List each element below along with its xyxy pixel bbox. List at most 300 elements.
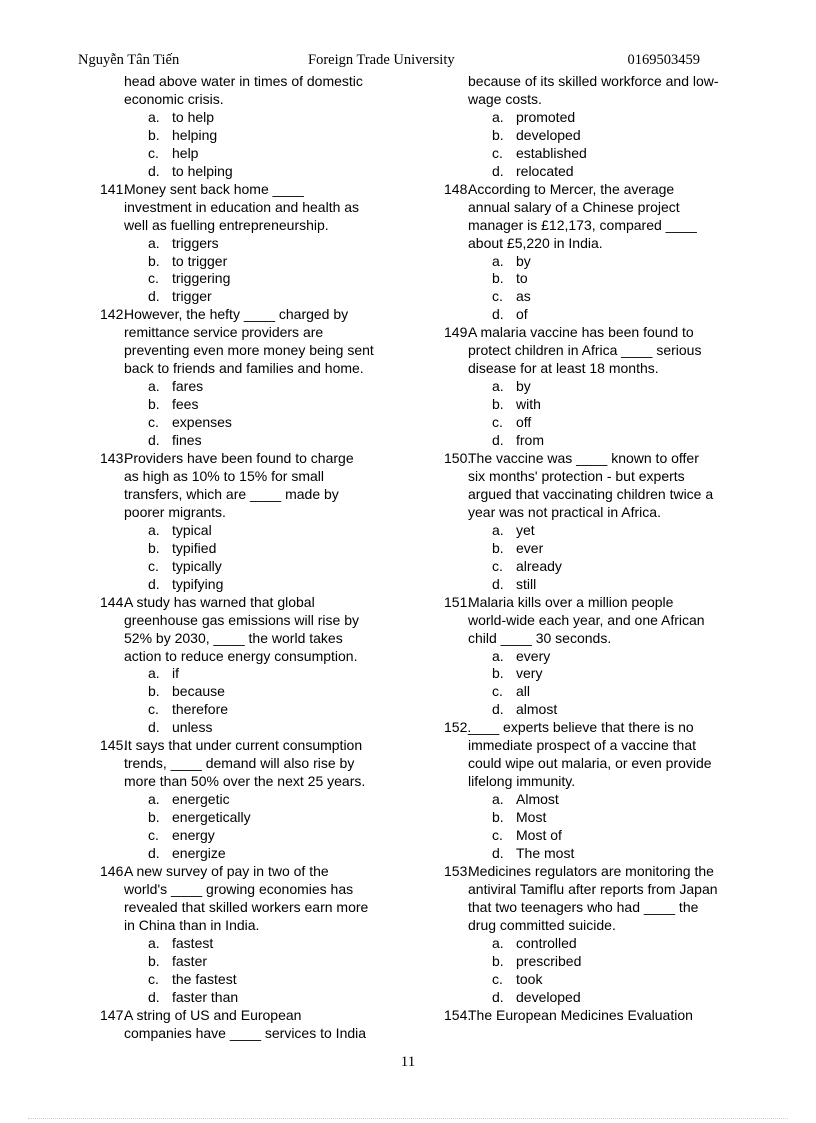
answer-option (444, 935, 804, 953)
question-text: world's ____ growing economies has (124, 880, 354, 897)
option-letter: b. (492, 270, 504, 287)
question-text: poorer migrants. (124, 503, 226, 520)
question-text-line (444, 773, 804, 791)
question-text-line (100, 863, 460, 881)
question (100, 306, 460, 450)
question-text: investment in education and health as (124, 198, 360, 215)
answer-option (100, 235, 460, 253)
question-text-line (444, 899, 804, 917)
question-text: However, the hefty ____ charged by (124, 306, 349, 323)
answer-option (100, 971, 460, 989)
question-text: A string of US and European (124, 1006, 302, 1023)
question (100, 594, 460, 738)
answer-option (100, 522, 460, 540)
answer-option (444, 648, 804, 666)
option-letter: d. (148, 162, 160, 179)
question-text: action to reduce energy consumption. (124, 647, 358, 664)
option-text: Most (516, 809, 547, 826)
left-column (100, 73, 460, 1042)
question-text: protect children in Africa ____ serious (468, 342, 702, 359)
question-text: A malaria vaccine has been found to (468, 324, 694, 341)
option-text: unless (172, 719, 213, 736)
option-text: already (516, 557, 562, 574)
question (444, 181, 804, 325)
answer-option (100, 989, 460, 1007)
option-letter: b. (492, 809, 504, 826)
question-number: 150. (444, 450, 472, 467)
answer-option (444, 522, 804, 540)
option-letter: a. (492, 791, 504, 808)
answer-option (444, 378, 804, 396)
option-text: to (516, 270, 528, 287)
question-text-line (100, 612, 460, 630)
question-text: revealed that skilled workers earn more (124, 898, 369, 915)
question-text: Malaria kills over a million people (468, 593, 674, 610)
option-text: by (516, 378, 531, 395)
answer-option (444, 683, 804, 701)
option-letter: d. (148, 719, 160, 736)
page-number: 11 (400, 1054, 416, 1070)
question-text-line (444, 917, 804, 935)
question-text-line (100, 917, 460, 935)
question-text-line (444, 863, 804, 881)
option-text: typifying (172, 575, 224, 592)
option-letter: d. (492, 306, 504, 323)
option-letter: c. (148, 414, 159, 431)
answer-option (444, 701, 804, 719)
option-letter: c. (148, 701, 159, 718)
question-text: companies have ____ services to India (124, 1024, 367, 1041)
option-letter: c. (148, 827, 159, 844)
page-header (78, 52, 700, 72)
right-column (444, 73, 804, 1025)
question-text: transfers, which are ____ made by (124, 485, 339, 502)
answer-option (444, 288, 804, 306)
option-text: developed (516, 126, 581, 143)
option-text: faster than (172, 988, 239, 1005)
question-text-line (100, 360, 460, 378)
question-text: According to Mercer, the average (468, 180, 675, 197)
question-text-line (444, 468, 804, 486)
option-letter: d. (492, 701, 504, 718)
question-text-line (100, 217, 460, 235)
option-text: fines (172, 432, 202, 449)
question-text-line (100, 1025, 460, 1043)
option-text: faster (172, 952, 208, 969)
answer-option (444, 306, 804, 324)
question-text-line (444, 181, 804, 199)
option-text: by (516, 252, 531, 269)
option-letter: c. (148, 970, 159, 987)
question-number: 148. (444, 180, 472, 197)
option-letter: d. (492, 162, 504, 179)
question-text: Money sent back home ____ (124, 180, 304, 197)
option-letter: a. (148, 378, 160, 395)
option-letter: a. (492, 521, 504, 538)
option-text: energize (172, 844, 226, 861)
option-text: energy (172, 827, 215, 844)
question-text: antiviral Tamiflu after reports from Japan (468, 880, 718, 897)
question-text-line: wage costs. (468, 90, 542, 107)
option-letter: b. (148, 683, 160, 700)
question-text-line (100, 324, 460, 342)
option-text: as (516, 288, 531, 305)
option-letter: c. (148, 270, 159, 287)
option-letter: a. (492, 252, 504, 269)
option-letter: d. (492, 844, 504, 861)
question-text-line (444, 235, 804, 253)
option-letter: b. (148, 252, 160, 269)
option-letter: a. (148, 934, 160, 951)
question-text-line: because of its skilled workforce and low- (468, 73, 719, 89)
answer-option (444, 845, 804, 863)
question (444, 324, 804, 450)
option-text: to help (172, 108, 215, 125)
option-letter: a. (148, 665, 160, 682)
answer-option (444, 414, 804, 432)
answer-option (444, 791, 804, 809)
option-letter: a. (492, 108, 504, 125)
answer-option (100, 127, 460, 145)
option-letter: a. (148, 521, 160, 538)
option-text: energetically (172, 809, 251, 826)
answer-option (444, 665, 804, 683)
answer-option (100, 935, 460, 953)
option-text: Most of (516, 827, 562, 844)
option-letter: b. (148, 396, 160, 413)
question-text: immediate prospect of a vaccine that (468, 737, 697, 754)
question-text-line (444, 360, 804, 378)
question-text-line (100, 1007, 460, 1025)
option-text: very (516, 665, 543, 682)
question-text: year was not practical in Africa. (468, 503, 661, 520)
answer-option (444, 558, 804, 576)
question-text: argued that vaccinating children twice a (468, 485, 714, 502)
question-number: 143. (100, 450, 128, 467)
option-letter: c. (492, 970, 503, 987)
option-letter: b. (492, 539, 504, 556)
question (444, 594, 804, 720)
answer-option (100, 576, 460, 594)
option-letter: c. (492, 414, 503, 431)
question-number: 151. (444, 593, 472, 610)
option-text: typically (172, 557, 222, 574)
option-letter: d. (148, 844, 160, 861)
option-letter: d. (148, 988, 160, 1005)
question-text-line (444, 217, 804, 235)
question-text: greenhouse gas emissions will rise by (124, 611, 359, 628)
option-letter: d. (148, 288, 160, 305)
continued-question (444, 73, 804, 181)
page-bottom-rule (28, 1118, 788, 1119)
question-text-line (444, 324, 804, 342)
question-text-line (100, 773, 460, 791)
option-text: off (516, 414, 532, 431)
answer-option (444, 253, 804, 271)
header-university: Foreign Trade University (308, 52, 455, 68)
question-text: Medicines regulators are monitoring the (468, 862, 714, 879)
question-text-line (100, 199, 460, 217)
question-text: Providers have been found to charge (124, 450, 354, 467)
question-text-line (444, 450, 804, 468)
option-text: therefore (172, 701, 229, 718)
question (100, 1007, 460, 1043)
question-text-line (100, 468, 460, 486)
option-letter: b. (492, 952, 504, 969)
question-text-line (100, 504, 460, 522)
option-letter: c. (492, 827, 503, 844)
question-text: could wipe out malaria, or even provide (468, 755, 712, 772)
question-text: about £5,220 in India. (468, 234, 603, 251)
question-text: trends, ____ demand will also rise by (124, 755, 355, 772)
header-phone: 0169503459 (627, 52, 700, 68)
question-text-line (444, 486, 804, 504)
answer-option (100, 253, 460, 271)
answer-option (444, 989, 804, 1007)
answer-option (444, 163, 804, 181)
answer-option (100, 809, 460, 827)
question-text: more than 50% over the next 25 years. (124, 773, 366, 790)
question-text-line (444, 755, 804, 773)
question-text: A study has warned that global (124, 593, 315, 610)
option-text: promoted (516, 108, 576, 125)
answer-option (100, 953, 460, 971)
question-number: 149. (444, 324, 472, 341)
option-letter: b. (492, 396, 504, 413)
question-text-line (100, 648, 460, 666)
question-number: 145. (100, 737, 128, 754)
option-text: The most (516, 844, 575, 861)
answer-option (444, 953, 804, 971)
question-text-line (100, 881, 460, 899)
question-text-line (444, 594, 804, 612)
option-letter: d. (492, 988, 504, 1005)
question-text-line (444, 1007, 804, 1025)
question-text: disease for at least 18 months. (468, 360, 659, 377)
answer-option (100, 827, 460, 845)
option-text: helping (172, 126, 218, 143)
option-letter: b. (492, 126, 504, 143)
option-text: developed (516, 988, 581, 1005)
question-text: child ____ 30 seconds. (468, 629, 612, 646)
question (444, 863, 804, 1007)
question-number: 142. (100, 306, 128, 323)
question-text: lifelong immunity. (468, 773, 576, 790)
question-text-line: economic crisis. (124, 90, 224, 107)
option-text: fees (172, 396, 199, 413)
option-text: still (516, 575, 537, 592)
option-text: expenses (172, 414, 232, 431)
option-text: established (516, 144, 587, 161)
question-text-line (100, 630, 460, 648)
question (100, 863, 460, 1007)
answer-option (100, 540, 460, 558)
option-text: from (516, 432, 544, 449)
answer-option (444, 432, 804, 450)
answer-option (444, 827, 804, 845)
option-text: energetic (172, 791, 230, 808)
option-text: fares (172, 378, 204, 395)
answer-option (100, 791, 460, 809)
question-text-line (100, 486, 460, 504)
answer-option (444, 127, 804, 145)
option-letter: d. (492, 575, 504, 592)
question-text-line (444, 504, 804, 522)
answer-option (444, 270, 804, 288)
option-letter: a. (148, 108, 160, 125)
option-letter: d. (492, 432, 504, 449)
question-text: manager is £12,173, compared ____ (468, 216, 697, 233)
question-number: 141. (100, 180, 128, 197)
header-author: Nguyễn Tân Tiến (78, 52, 180, 68)
answer-option (100, 845, 460, 863)
option-text: to helping (172, 162, 233, 179)
answer-option (444, 576, 804, 594)
question (444, 719, 804, 863)
answer-option (444, 971, 804, 989)
question-text: 52% by 2030, ____ the world takes (124, 629, 343, 646)
answer-option (100, 414, 460, 432)
question-text-line (444, 881, 804, 899)
option-text: prescribed (516, 952, 582, 969)
answer-option (100, 270, 460, 288)
question-text: that two teenagers who had ____ the (468, 898, 699, 915)
question-text-line: head above water in times of domestic (124, 73, 363, 89)
option-text: of (516, 306, 528, 323)
question-text-line (100, 181, 460, 199)
option-text: to trigger (172, 252, 228, 269)
option-text: with (516, 396, 541, 413)
question-text-line (100, 737, 460, 755)
option-text: took (516, 970, 543, 987)
option-text: Almost (516, 791, 559, 808)
question-text: annual salary of a Chinese project (468, 198, 680, 215)
option-letter: c. (148, 557, 159, 574)
option-text: relocated (516, 162, 574, 179)
option-text: if (172, 665, 179, 682)
question-number: 153. (444, 862, 472, 879)
answer-option (100, 145, 460, 163)
answer-option (100, 396, 460, 414)
question-text: remittance service providers are (124, 324, 324, 341)
question-text-line (100, 450, 460, 468)
option-letter: c. (492, 557, 503, 574)
question-number: 154. (444, 1006, 472, 1023)
question-text: preventing even more money being sent (124, 342, 374, 359)
question (444, 1007, 804, 1025)
question-text-line (100, 755, 460, 773)
question-text-line (444, 719, 804, 737)
option-letter: c. (148, 144, 159, 161)
answer-option (444, 396, 804, 414)
option-text: every (516, 647, 551, 664)
option-text: help (172, 144, 199, 161)
option-letter: a. (148, 791, 160, 808)
question-text: The vaccine was ____ known to offer (468, 450, 699, 467)
question-text-line (444, 630, 804, 648)
option-letter: d. (148, 575, 160, 592)
option-text: because (172, 683, 225, 700)
question-text-line (100, 306, 460, 324)
answer-option (100, 558, 460, 576)
option-letter: a. (492, 934, 504, 951)
answer-option (444, 540, 804, 558)
question-text-line (100, 594, 460, 612)
option-letter: b. (148, 126, 160, 143)
option-letter: a. (148, 234, 160, 251)
question-text: in China than in India. (124, 916, 260, 933)
question-text: as high as 10% to 15% for small (124, 467, 324, 484)
answer-option (100, 683, 460, 701)
option-letter: c. (492, 144, 503, 161)
option-letter: a. (492, 647, 504, 664)
continued-question (100, 73, 460, 181)
question-text: well as fuelling entrepreneurship. (124, 216, 329, 233)
option-text: controlled (516, 934, 577, 951)
option-letter: b. (148, 952, 160, 969)
answer-option (100, 432, 460, 450)
answer-option (100, 288, 460, 306)
question-number: 152. (444, 719, 472, 736)
question-text-line (100, 342, 460, 360)
question (100, 450, 460, 594)
question-text-line (444, 199, 804, 217)
option-letter: b. (148, 809, 160, 826)
option-text: fastest (172, 934, 214, 951)
question-text: The European Medicines Evaluation (468, 1006, 693, 1023)
question-text: drug committed suicide. (468, 916, 616, 933)
question-text: six months' protection - but experts (468, 467, 685, 484)
option-text: the fastest (172, 970, 237, 987)
question-number: 146. (100, 862, 128, 879)
option-letter: b. (148, 539, 160, 556)
question (444, 450, 804, 594)
option-letter: d. (148, 432, 160, 449)
question-number: 144. (100, 593, 128, 610)
answer-option (444, 109, 804, 127)
question-text: A new survey of pay in two of the (124, 862, 329, 879)
answer-option (444, 145, 804, 163)
question-text-line (444, 737, 804, 755)
option-text: yet (516, 521, 535, 538)
option-text: triggering (172, 270, 231, 287)
option-letter: c. (492, 683, 503, 700)
option-text: ever (516, 539, 544, 556)
question-text-line (100, 899, 460, 917)
option-letter: c. (492, 288, 503, 305)
question-number: 147. (100, 1006, 128, 1023)
answer-option (100, 163, 460, 181)
option-letter: b. (492, 665, 504, 682)
question-text: back to friends and families and home. (124, 360, 364, 377)
answer-option (444, 809, 804, 827)
question-text: world-wide each year, and one African (468, 611, 705, 628)
question-text: It says that under current consumption (124, 737, 363, 754)
option-text: trigger (172, 288, 212, 305)
option-text: all (516, 683, 531, 700)
question-text: ____ experts believe that there is no (468, 719, 694, 736)
question-text-line (444, 612, 804, 630)
answer-option (100, 701, 460, 719)
option-text: typical (172, 521, 212, 538)
option-letter: a. (492, 378, 504, 395)
answer-option (100, 719, 460, 737)
question-text-line (444, 342, 804, 360)
answer-option (100, 109, 460, 127)
option-text: typified (172, 539, 217, 556)
option-text: triggers (172, 234, 219, 251)
option-text: almost (516, 701, 558, 718)
